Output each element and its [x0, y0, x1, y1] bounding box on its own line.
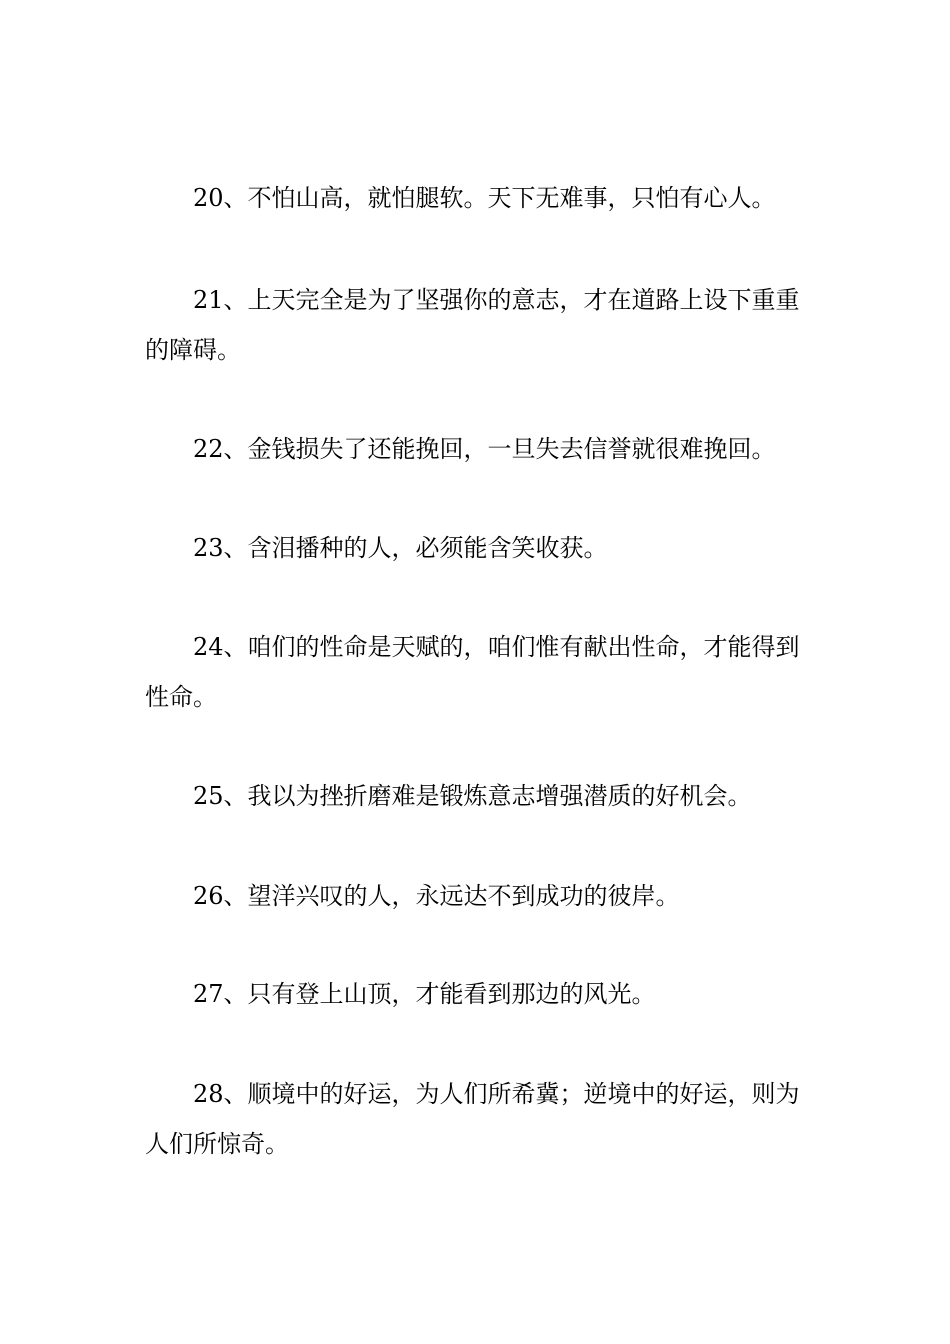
- quote-paragraph-27: 27、只有登上山顶，才能看到那边的风光。: [193, 980, 656, 1008]
- quote-paragraph-21: 21、上天完全是为了坚强你的意志，才在道路上设下重重的障碍。: [145, 286, 800, 364]
- quote-paragraph-24: 24、咱们的性命是天赋的，咱们惟有献出性命，才能得到性命。: [145, 633, 800, 711]
- quote-paragraph-20: 20、不怕山高，就怕腿软。天下无难事，只怕有心人。: [193, 184, 776, 212]
- quote-paragraph-26: 26、望洋兴叹的人，永远达不到成功的彼岸。: [193, 882, 680, 910]
- quote-paragraph-25: 25、我以为挫折磨难是锻炼意志增强潜质的好机会。: [193, 782, 752, 810]
- quote-paragraph-22: 22、金钱损失了还能挽回，一旦失去信誉就很难挽回。: [193, 435, 776, 463]
- quote-paragraph-23: 23、含泪播种的人，必须能含笑收获。: [193, 534, 608, 562]
- quote-paragraph-28: 28、顺境中的好运，为人们所希冀；逆境中的好运，则为人们所惊奇。: [145, 1080, 800, 1158]
